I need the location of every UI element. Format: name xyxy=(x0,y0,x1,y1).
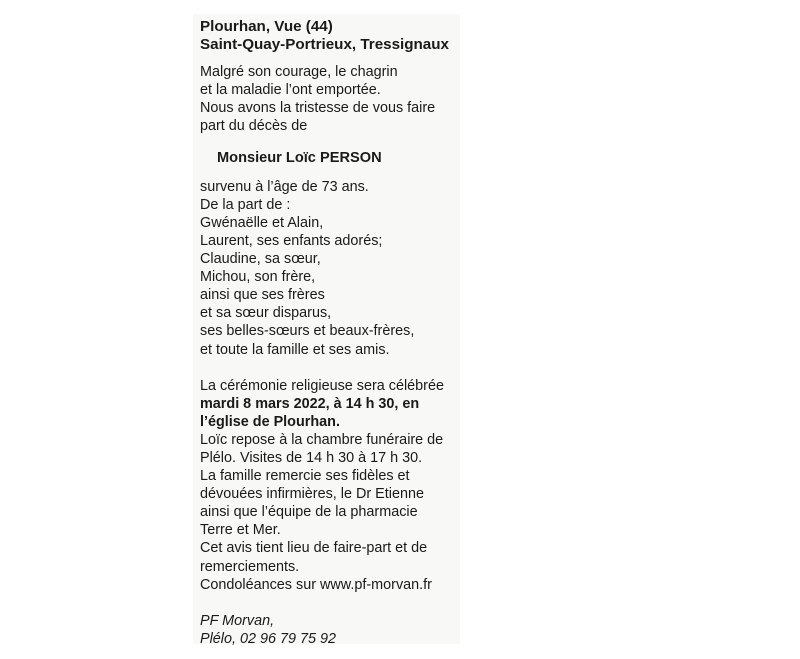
family-line: ses belles-sœurs et beaux-frères, xyxy=(200,323,415,340)
details-line: ainsi que l’équipe de la pharmacie xyxy=(200,504,418,521)
place-line-2: Saint-Quay-Portrieux, Tressignaux xyxy=(200,36,449,54)
condolences-line: Condoléances sur www.pf-morvan.fr xyxy=(200,576,432,593)
family-line: Laurent, ses enfants adorés; xyxy=(200,232,383,249)
details-line: Plélo. Visites de 14 h 30 à 17 h 30. xyxy=(200,449,423,466)
funeral-home-name: PF Morvan, xyxy=(200,612,275,629)
deceased-name: Monsieur Loïc PERSON xyxy=(217,149,382,166)
family-line: et sa sœur disparus, xyxy=(200,305,332,322)
funeral-home-contact: Plélo, 02 96 79 75 92 xyxy=(200,630,337,647)
details-line: remerciements. xyxy=(200,558,300,575)
place-line-1: Plourhan, Vue (44) xyxy=(200,18,333,35)
family-line: Claudine, sa sœur, xyxy=(200,251,321,268)
family-line: Gwénaëlle et Alain, xyxy=(200,214,324,231)
intro-line: part du décès de xyxy=(200,118,308,135)
intro-line: Nous avons la tristesse de vous faire xyxy=(200,100,436,117)
ceremony-location: l’église de Plourhan. xyxy=(200,413,340,430)
funeral-home-signature xyxy=(200,612,462,648)
intro-line: Malgré son courage, le chagrin xyxy=(200,64,398,81)
ceremony-intro: La cérémonie religieuse sera célébrée xyxy=(200,377,444,394)
family-paragraph xyxy=(200,178,462,359)
ceremony-paragraph xyxy=(200,377,462,431)
details-line: La famille remercie ses fidèles et xyxy=(200,468,410,485)
details-line: Cet avis tient lieu de faire-part et de xyxy=(200,540,428,557)
family-line: Michou, son frère, xyxy=(200,269,316,286)
details-line: Terre et Mer. xyxy=(200,522,281,539)
family-line: survenu à l’âge de 73 ans. xyxy=(200,178,369,195)
obituary-notice xyxy=(200,18,462,648)
family-line: ainsi que ses frères xyxy=(200,287,325,304)
details-line: dévouées infirmières, le Dr Etienne xyxy=(200,486,424,503)
intro-paragraph xyxy=(200,63,462,135)
family-line: De la part de : xyxy=(200,196,291,213)
details-line: Loïc repose à la chambre funéraire de xyxy=(200,431,444,448)
details-paragraph xyxy=(200,431,462,594)
intro-line: et la maladie l’ont emportée. xyxy=(200,82,381,99)
ceremony-date: mardi 8 mars 2022, à 14 h 30, en xyxy=(200,395,420,412)
family-line: et toute la famille et ses amis. xyxy=(200,341,390,358)
